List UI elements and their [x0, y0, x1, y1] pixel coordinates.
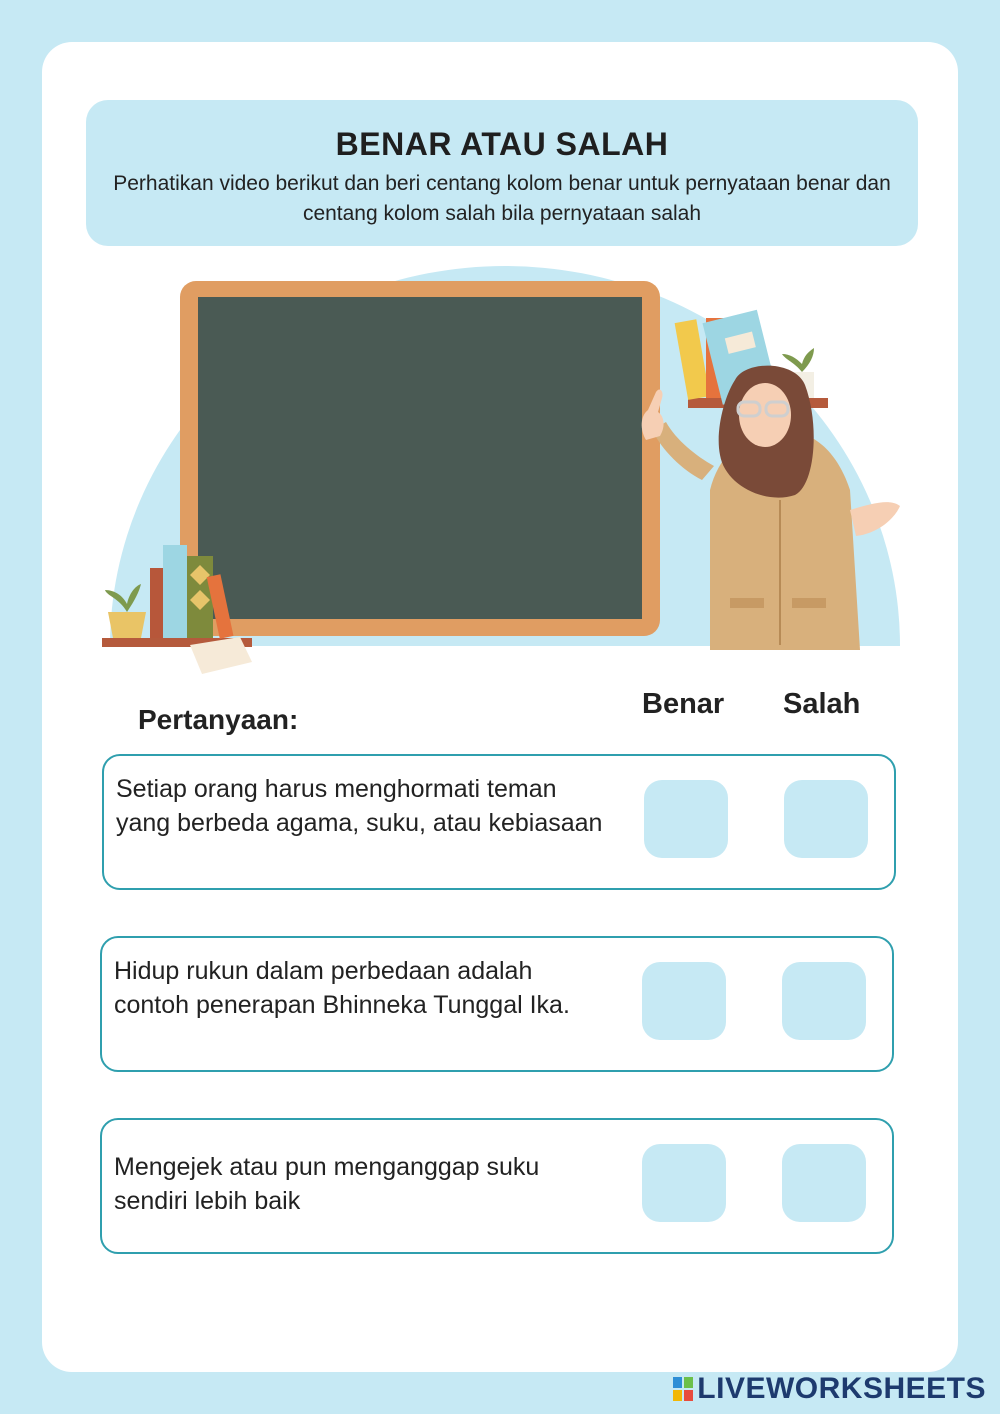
benar-checkbox[interactable]	[644, 780, 728, 858]
salah-checkbox[interactable]	[782, 962, 866, 1040]
salah-column-header: Salah	[783, 688, 861, 720]
salah-checkbox[interactable]	[784, 780, 868, 858]
chalkboard	[198, 297, 642, 619]
page-title: BENAR ATAU SALAH	[335, 126, 669, 162]
classroom-illustration	[0, 0, 1000, 680]
benar-column-header: Benar	[642, 688, 725, 720]
liveworksheets-logo-icon	[673, 1377, 693, 1401]
question-column-header: Pertanyaan:	[138, 704, 299, 735]
question-text: Hidup rukun dalam perbedaan adalah contoh penerapan Bhinneka Tunggal Ika.	[114, 957, 570, 1019]
question-text: Mengejek atau pun menganggap suku sendiri lebih baik	[114, 1153, 540, 1215]
instructions: Perhatikan video berikut dan beri centang kolom benar untuk pernyataan benar dan centang kolom salah bila pernyataan salah	[113, 172, 891, 225]
salah-checkbox[interactable]	[782, 1144, 866, 1222]
question-row	[100, 1118, 894, 1254]
question-row	[100, 936, 894, 1072]
question-row	[102, 754, 896, 890]
brand-name: LIVEWORKSHEETS	[697, 1372, 986, 1405]
benar-checkbox[interactable]	[642, 962, 726, 1040]
benar-checkbox[interactable]	[642, 1144, 726, 1222]
question-text: Setiap orang harus menghormati teman yang berbeda agama, suku, atau kebiasaan	[116, 775, 603, 837]
footer-brand	[673, 1372, 986, 1406]
